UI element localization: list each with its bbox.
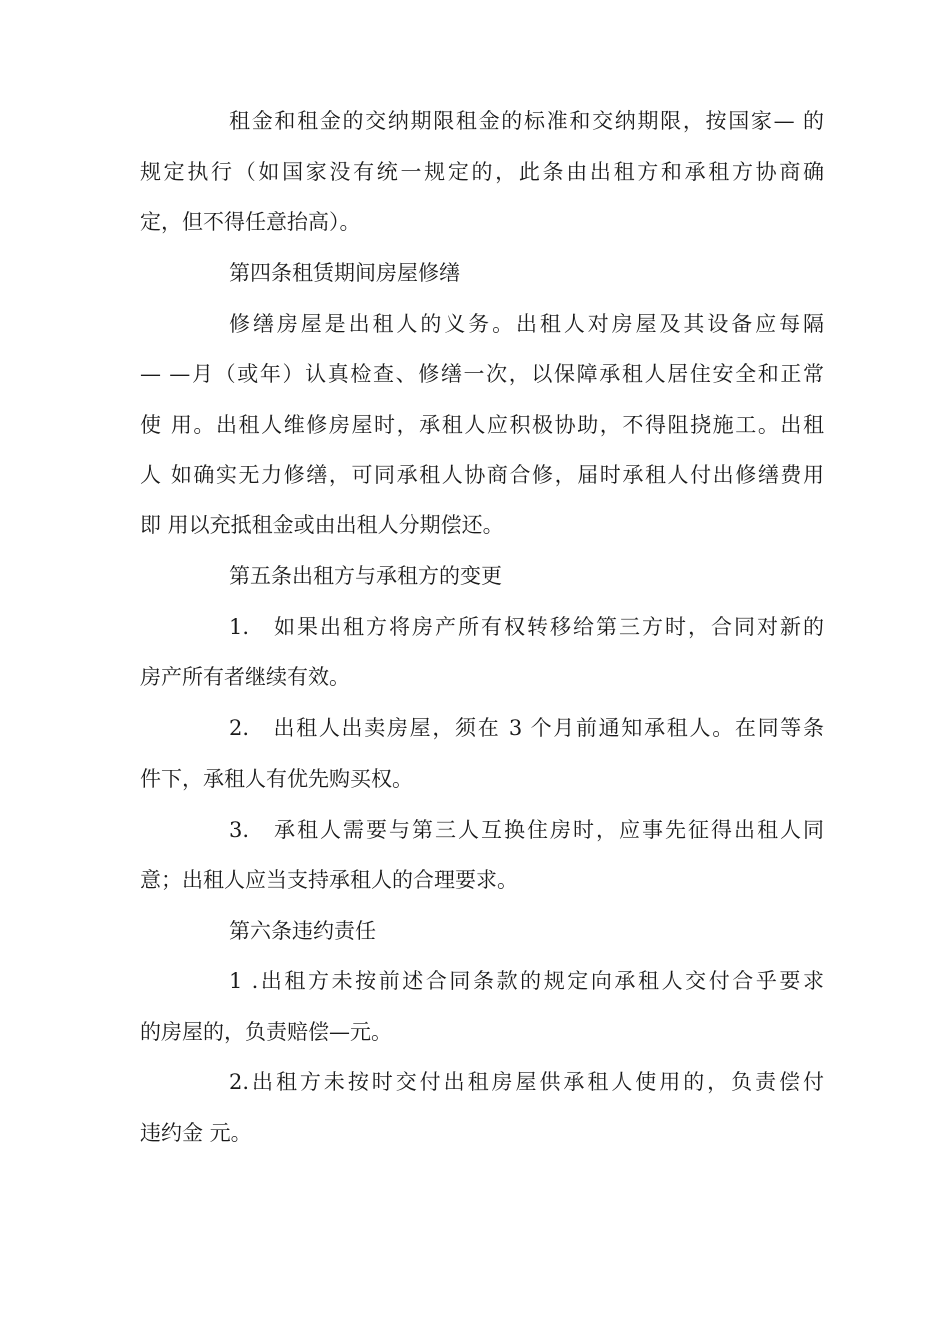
repair-clause-line-4: 人 如确实无力修缮，可同承租人协商合修，届时承租人付出修缮费用: [140, 463, 824, 487]
article-4-heading: 第四条租赁期间房屋修缮: [229, 261, 460, 285]
rent-clause-line-3: 定，但不得任意抬高）。: [140, 210, 361, 234]
rent-clause-line-1: 租金和租金的交纳期限租金的标准和交纳期限，按国家— 的: [229, 109, 824, 133]
change-item-1-line-1: 1. 如果出租方将房产所有权转移给第三方时，合同对新的: [229, 615, 824, 639]
change-item-3-line-1: 3. 承租人需要与第三人互换住房时，应事先征得出租人同: [229, 818, 824, 842]
liability-item-2-line-1: 2.出租方未按时交付出租房屋供承租人使用的，负责偿付: [229, 1070, 824, 1094]
repair-clause-line-1: 修缮房屋是出租人的义务。出租人对房屋及其设备应每隔: [229, 312, 824, 336]
change-item-2-line-2: 件下，承租人有优先购买权。: [140, 767, 413, 791]
repair-clause-line-2: — —月（或年）认真检查、修缮一次，以保障承租人居住安全和正常: [140, 362, 824, 386]
liability-item-1-line-2: 的房屋的，负责赔偿—元。: [140, 1020, 392, 1044]
change-item-3-line-2: 意；出租人应当支持承租人的合理要求。: [140, 868, 518, 892]
change-item-1-line-2: 房产所有者继续有效。: [140, 665, 350, 689]
rent-clause-line-2: 规定执行（如国家没有统一规定的，此条由出租方和承租方协商确: [140, 160, 824, 184]
article-6-heading: 第六条违约责任: [229, 919, 376, 943]
repair-clause-line-5: 即 用以充抵租金或由出租人分期偿还。: [140, 513, 504, 537]
repair-clause-line-3: 使 用。出租人维修房屋时，承租人应积极协助，不得阻挠施工。出租: [140, 413, 824, 437]
article-5-heading: 第五条出租方与承租方的变更: [229, 564, 502, 588]
change-item-2-line-1: 2. 出租人出卖房屋，须在 3 个月前通知承租人。在同等条: [229, 716, 824, 740]
liability-item-1-line-1: 1 .出租方未按前述合同条款的规定向承租人交付合乎要求: [229, 969, 824, 993]
liability-item-2-line-2: 违约金 元。: [140, 1121, 252, 1145]
